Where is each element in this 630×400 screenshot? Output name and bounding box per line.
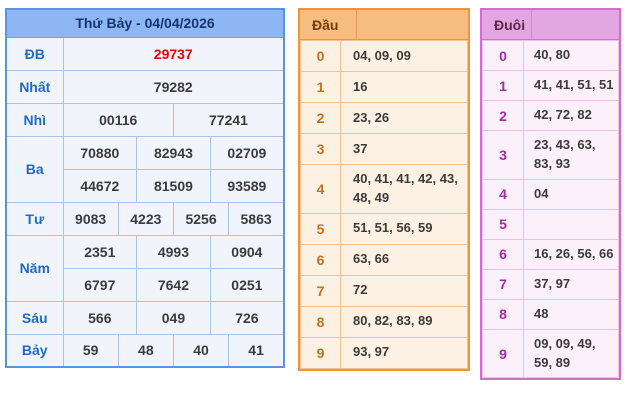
dau-numbers: 63, 66	[341, 244, 468, 275]
prize-row-tu	[6, 202, 284, 235]
prize-value: 726	[210, 301, 284, 334]
duoi-row	[483, 329, 619, 378]
prize-row-nam-1	[6, 235, 284, 268]
dau-digit: 4	[301, 165, 341, 214]
dau-panel	[298, 8, 470, 371]
dau-digit: 5	[301, 213, 341, 244]
prize-value: 9083	[63, 202, 118, 235]
prize-label-sau: Sáu	[6, 301, 63, 334]
dau-numbers: 37	[341, 134, 468, 165]
duoi-row	[483, 239, 619, 269]
prize-row-ba-1	[6, 136, 284, 169]
dau-row	[301, 41, 468, 72]
dau-row	[301, 275, 468, 306]
prize-value: 79282	[63, 70, 284, 103]
prize-value: 48	[118, 334, 173, 367]
duoi-numbers: 09, 09, 49, 59, 89	[524, 329, 619, 378]
duoi-row	[483, 179, 619, 209]
prize-value: 4223	[118, 202, 173, 235]
prize-row-bay	[6, 334, 284, 367]
dau-digit: 8	[301, 306, 341, 337]
prize-row-db	[6, 37, 284, 70]
dau-header	[300, 10, 468, 40]
dau-row	[301, 165, 468, 214]
duoi-numbers	[524, 209, 619, 239]
duoi-row	[483, 131, 619, 180]
prize-label-db: ĐB	[6, 37, 63, 70]
dau-digit: 3	[301, 134, 341, 165]
prize-value: 5863	[229, 202, 284, 235]
prize-value: 566	[63, 301, 137, 334]
prize-value: 02709	[210, 136, 284, 169]
prize-value: 2351	[63, 235, 137, 268]
dau-digit: 2	[301, 103, 341, 134]
dau-row	[301, 134, 468, 165]
dau-numbers: 16	[341, 72, 468, 103]
duoi-digit: 5	[483, 209, 524, 239]
prize-value: 82943	[137, 136, 211, 169]
prize-value: 5256	[173, 202, 228, 235]
prize-value: 93589	[210, 169, 284, 202]
prize-value: 7642	[137, 268, 211, 301]
prize-value: 40	[173, 334, 228, 367]
prize-value-special: 29737	[63, 37, 284, 70]
dau-row	[301, 244, 468, 275]
duoi-row	[483, 299, 619, 329]
results-header-row	[6, 9, 284, 37]
prize-value: 0251	[210, 268, 284, 301]
duoi-row	[483, 269, 619, 299]
duoi-numbers: 41, 41, 51, 51	[524, 71, 619, 101]
prize-value: 77241	[173, 103, 284, 136]
prize-label-tu: Tư	[6, 202, 63, 235]
dau-numbers: 51, 51, 56, 59	[341, 213, 468, 244]
prize-value: 6797	[63, 268, 137, 301]
duoi-row	[483, 101, 619, 131]
duoi-numbers: 42, 72, 82	[524, 101, 619, 131]
prize-value: 4993	[137, 235, 211, 268]
duoi-row	[483, 71, 619, 101]
duoi-row	[483, 209, 619, 239]
dau-digit: 7	[301, 275, 341, 306]
dau-title: Đầu	[300, 10, 357, 39]
duoi-digit: 2	[483, 101, 524, 131]
duoi-title: Đuôi	[482, 10, 532, 39]
dau-numbers: 04, 09, 09	[341, 41, 468, 72]
duoi-digit: 9	[483, 329, 524, 378]
prize-label-nhi: Nhì	[6, 103, 63, 136]
duoi-digit: 8	[483, 299, 524, 329]
dau-row	[301, 337, 468, 368]
duoi-numbers: 23, 43, 63, 83, 93	[524, 131, 619, 180]
results-title: Thứ Bảy - 04/04/2026	[6, 9, 284, 37]
dau-digit: 1	[301, 72, 341, 103]
prize-label-bay: Bảy	[6, 334, 63, 367]
duoi-numbers: 37, 97	[524, 269, 619, 299]
dau-table	[300, 40, 468, 369]
duoi-digit: 7	[483, 269, 524, 299]
prize-value: 70880	[63, 136, 137, 169]
duoi-panel	[480, 8, 621, 380]
dau-numbers: 80, 82, 83, 89	[341, 306, 468, 337]
dau-numbers: 40, 41, 41, 42, 43, 48, 49	[341, 165, 468, 214]
duoi-digit: 1	[483, 71, 524, 101]
duoi-digit: 3	[483, 131, 524, 180]
dau-numbers: 23, 26	[341, 103, 468, 134]
duoi-numbers: 04	[524, 179, 619, 209]
duoi-table	[482, 40, 619, 378]
duoi-row	[483, 41, 619, 71]
prize-value: 44672	[63, 169, 137, 202]
prize-value: 0904	[210, 235, 284, 268]
prize-value: 049	[137, 301, 211, 334]
duoi-digit: 6	[483, 239, 524, 269]
duoi-digit: 4	[483, 179, 524, 209]
prize-label-nam: Năm	[6, 235, 63, 301]
dau-row	[301, 213, 468, 244]
dau-numbers: 93, 97	[341, 337, 468, 368]
duoi-numbers: 48	[524, 299, 619, 329]
prize-label-nhat: Nhất	[6, 70, 63, 103]
duoi-numbers: 40, 80	[524, 41, 619, 71]
duoi-digit: 0	[483, 41, 524, 71]
prize-row-sau	[6, 301, 284, 334]
duoi-header	[482, 10, 619, 40]
prize-label-ba: Ba	[6, 136, 63, 202]
prize-value: 81509	[137, 169, 211, 202]
dau-numbers: 72	[341, 275, 468, 306]
dau-row	[301, 306, 468, 337]
prize-value: 41	[229, 334, 284, 367]
prize-row-nhi	[6, 103, 284, 136]
prize-value: 00116	[63, 103, 173, 136]
dau-row	[301, 103, 468, 134]
dau-row	[301, 72, 468, 103]
dau-digit: 9	[301, 337, 341, 368]
dau-digit: 0	[301, 41, 341, 72]
duoi-numbers: 16, 26, 56, 66	[524, 239, 619, 269]
dau-digit: 6	[301, 244, 341, 275]
prize-row-nhat	[6, 70, 284, 103]
prize-value: 59	[63, 334, 118, 367]
results-table	[5, 8, 285, 368]
